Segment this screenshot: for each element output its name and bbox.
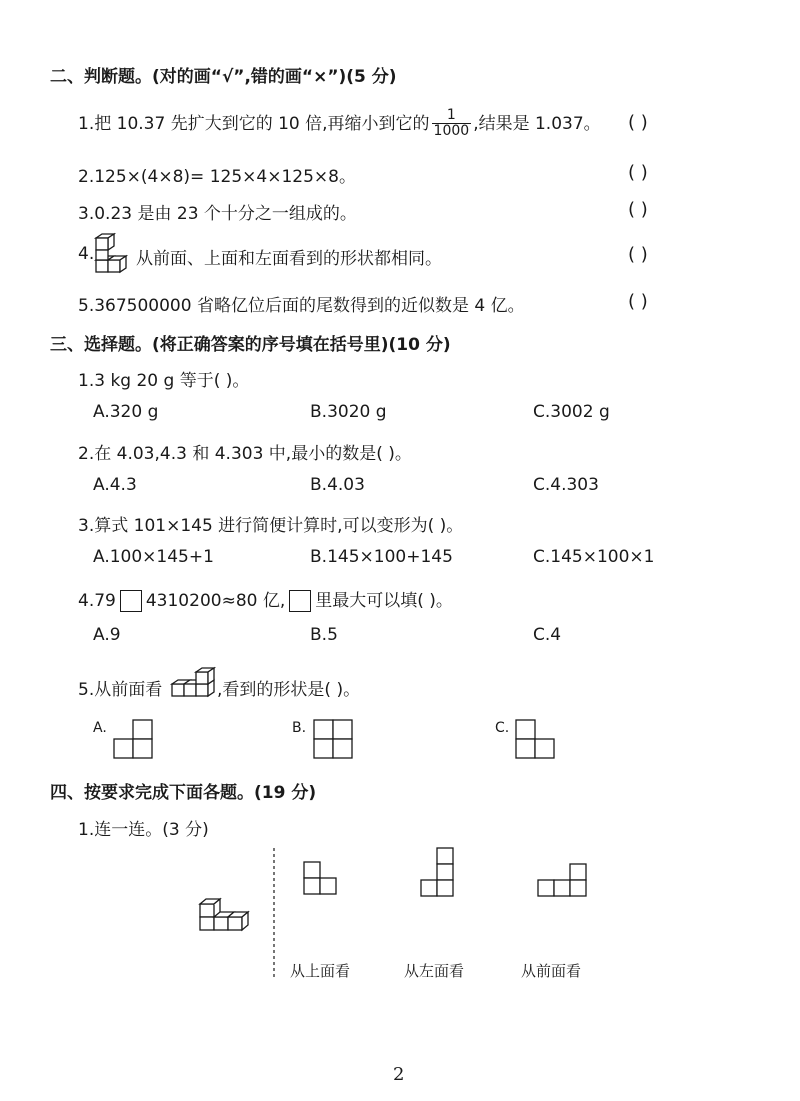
judge-question-3: 3.0.23 是由 23 个十分之一组成的。 bbox=[78, 204, 357, 224]
choice-q4-text-a: 4.79 bbox=[78, 591, 116, 611]
cube-stack-icon bbox=[168, 660, 218, 704]
caption-left-view: 从左面看 bbox=[404, 962, 465, 980]
choice-q4-text-c: 里最大可以填( )。 bbox=[315, 591, 453, 611]
choice-q3-option-a[interactable]: A.100×145+1 bbox=[93, 547, 214, 567]
fraction-numerator: 1 bbox=[432, 108, 472, 124]
choice-q1-option-a[interactable]: A.320 g bbox=[93, 402, 159, 422]
view-shape-1-icon[interactable] bbox=[300, 858, 340, 898]
judge-q1-text: 1.把 10.37 先扩大到它的 10 倍,再缩小到它的 bbox=[78, 113, 430, 134]
judge-question-1 bbox=[78, 108, 601, 140]
choice-q3-option-c[interactable]: C.145×100×1 bbox=[533, 547, 655, 567]
answer-paren-5[interactable]: ( ) bbox=[628, 291, 648, 312]
judge-question-5: 5.367500000 省略亿位后面的尾数得到的近似数是 4 亿。 bbox=[78, 296, 525, 316]
option-a-shape-icon bbox=[112, 718, 154, 760]
page-number: 2 bbox=[393, 1064, 405, 1085]
choice-question-1: 1.3 kg 20 g 等于( )。 bbox=[78, 371, 250, 391]
choice-question-4 bbox=[78, 586, 453, 612]
task-question-1: 1.连一连。(3 分) bbox=[78, 820, 209, 840]
caption-front-view: 从前面看 bbox=[521, 962, 582, 980]
section-3-title: 三、选择题。(将正确答案的序号填在括号里)(10 分) bbox=[50, 335, 451, 355]
option-c-shape-icon bbox=[514, 718, 556, 760]
section-2-title: 二、判断题。(对的画“√”,错的画“×”)(5 分) bbox=[50, 67, 397, 87]
answer-paren-1[interactable]: ( ) bbox=[628, 112, 648, 133]
judge-question-4-num: 4. bbox=[78, 244, 95, 264]
judge-question-2: 2.125×(4×8)= 125×4×125×8。 bbox=[78, 167, 356, 187]
solid-figure-icon bbox=[196, 890, 256, 934]
option-b-shape-icon bbox=[312, 718, 354, 760]
choice-question-3: 3.算式 101×145 进行简便计算时,可以变形为( )。 bbox=[78, 516, 464, 536]
choice-q5-option-a[interactable]: A. bbox=[93, 720, 107, 736]
choice-q2-option-c[interactable]: C.4.303 bbox=[533, 475, 599, 495]
choice-q1-option-b[interactable]: B.3020 g bbox=[310, 402, 387, 422]
dashed-divider bbox=[272, 848, 276, 978]
view-shape-3-icon[interactable] bbox=[536, 862, 592, 898]
answer-paren-3[interactable]: ( ) bbox=[628, 199, 648, 220]
choice-q5-option-b[interactable]: B. bbox=[292, 720, 307, 736]
cube-figure-icon bbox=[92, 232, 134, 276]
choice-q4-text-b: 4310200≈80 亿, bbox=[145, 591, 286, 611]
blank-box[interactable] bbox=[120, 590, 142, 612]
choice-q1-option-c[interactable]: C.3002 g bbox=[533, 402, 610, 422]
choice-question-2: 2.在 4.03,4.3 和 4.303 中,最小的数是( )。 bbox=[78, 444, 412, 464]
choice-q4-option-b[interactable]: B.5 bbox=[310, 625, 338, 645]
answer-paren-2[interactable]: ( ) bbox=[628, 162, 648, 183]
caption-top-view: 从上面看 bbox=[290, 962, 351, 980]
choice-q2-option-a[interactable]: A.4.3 bbox=[93, 475, 137, 495]
judge-q1-text-end: ,结果是 1.037。 bbox=[473, 113, 601, 134]
blank-box-ref bbox=[289, 590, 311, 612]
view-shape-2-icon[interactable] bbox=[419, 846, 459, 898]
choice-q4-option-c[interactable]: C.4 bbox=[533, 625, 562, 645]
fraction bbox=[432, 108, 472, 140]
answer-paren-4[interactable]: ( ) bbox=[628, 244, 648, 265]
choice-q4-option-a[interactable]: A.9 bbox=[93, 625, 121, 645]
choice-question-5: 5.从前面看 bbox=[78, 680, 163, 700]
choice-q5-option-c[interactable]: C. bbox=[495, 720, 510, 736]
judge-question-4: 从前面、上面和左面看到的形状都相同。 bbox=[136, 249, 442, 269]
choice-question-5-end: ,看到的形状是( )。 bbox=[217, 680, 361, 700]
fraction-denominator: 1000 bbox=[433, 123, 470, 140]
section-4-title: 四、按要求完成下面各题。(19 分) bbox=[50, 783, 317, 803]
choice-q2-option-b[interactable]: B.4.03 bbox=[310, 475, 365, 495]
choice-q3-option-b[interactable]: B.145×100+145 bbox=[310, 547, 453, 567]
